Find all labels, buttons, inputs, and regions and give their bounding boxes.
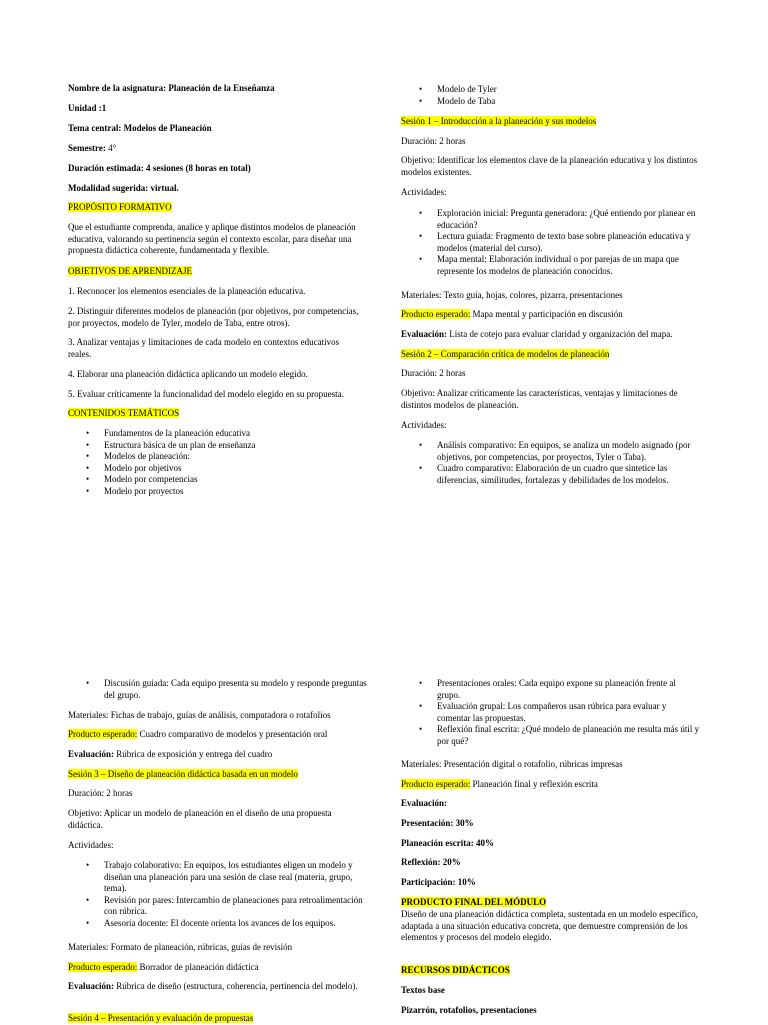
list-item: • Modelo por proyectos	[68, 486, 368, 498]
tema-label: Tema central:	[68, 123, 122, 133]
sesion4-heading-line	[68, 1013, 368, 1025]
sesion3-producto-label: Producto esperado:	[68, 962, 138, 972]
sesion4-producto-value: Planeación final y reflexión escrita	[472, 779, 598, 789]
list-item: • Modelo de Tyler	[401, 84, 701, 96]
modalidad-value: virtual.	[150, 183, 179, 193]
proposito-heading: PROPÓSITO FORMATIVO	[68, 202, 172, 212]
duracion-label: Duración estimada:	[68, 163, 144, 173]
list-item: • Exploración inicial: Pregunta generadora: ¿Qué entiendo por planear en educación?	[401, 208, 701, 231]
sesion1-evaluacion-value: Lista de cotejo para evaluar claridad y organización del mapa.	[449, 329, 673, 339]
list-item: • Análisis comparativo: En equipos, se analiza un modelo asignado (por objetivos, por competencias, por proyectos, Tyler o Taba).	[401, 440, 701, 463]
sesion1-heading: Sesión 1 – Introducción a la planeación y sus modelos	[401, 116, 597, 126]
recursos-item: Pizarrón, rotafolios, presentaciones	[401, 1005, 537, 1015]
sesion4-producto-line	[401, 779, 701, 791]
sesion2-duracion: Duración: 2 horas	[401, 368, 466, 378]
list-item: • Presentaciones orales: Cada equipo expone su planeación frente al grupo.	[401, 678, 701, 701]
list-item: • Cuadro comparativo: Elaboración de un cuadro que sintetice las diferencias, similitudes, fortalezas y debilidades de los modelos.	[401, 463, 701, 486]
list-item: • Modelo de Taba	[401, 96, 701, 108]
sesion2-evaluacion-value: Rúbrica de exposición y entrega del cuadro	[116, 749, 273, 759]
sesion2-producto-line	[68, 729, 368, 741]
objetivo-item: 4. Elaborar una planeación didáctica aplicando un modelo elegido.	[68, 369, 308, 379]
duracion-value: 4 sesiones (8 horas en total)	[146, 163, 251, 173]
sesion4-heading: Sesión 4 – Presentación y evaluación de propuestas	[68, 1013, 254, 1023]
list-item: • Evaluación grupal: Los compañeros usan rúbrica para evaluar y comentar las propuestas.	[401, 701, 701, 724]
sesion1-objetivo: Objetivo: Identificar los elementos clave de la planeación educativa y los distintos modelos existentes.	[401, 155, 698, 177]
objetivos-heading: OBJETIVOS DE APRENDIZAJE	[68, 266, 193, 276]
list-item: • Mapa mental: Elaboración individual o por parejas de un mapa que represente los modelos de planeación conocidos.	[401, 254, 701, 277]
list-item: • Discusión guiada: Cada equipo presenta su modelo y responde preguntas del grupo.	[68, 678, 368, 701]
sesion4-materiales: Materiales: Presentación digital o rotafolio, rúbricas impresas	[401, 759, 623, 769]
evaluacion-item: Planeación escrita: 40%	[401, 838, 494, 848]
sesion2-actividades-label: Actividades:	[401, 420, 447, 430]
sesion3-heading-line	[68, 769, 368, 781]
evaluacion-item: Presentación: 30%	[401, 818, 474, 828]
producto-final-heading: PRODUCTO FINAL DEL MÓDULO	[401, 897, 547, 907]
producto-final-text: Diseño de una planeación didáctica completa, sustentada en un modelo específico, adaptada a una situación educativa concreta, que demuestre comprensión de los elementos y procesos del modelo elegido.	[401, 909, 698, 942]
evaluacion-item: Participación: 10%	[401, 877, 476, 887]
objetivo-item: 3. Analizar ventajas y limitaciones de cada modelo en contextos educativos reales.	[68, 337, 340, 359]
sesion3-evaluacion-label: Evaluación:	[68, 981, 115, 991]
page2-left-column	[68, 0, 368, 1024]
list-item: • Trabajo colaborativo: En equipos, los estudiantes eligen un modelo y diseñan una planeación para una sesión de clase real (materia, grupo, tema).	[68, 860, 368, 895]
sesion2-actividades-cont-list	[68, 678, 368, 701]
contenidos-heading: CONTENIDOS TEMÁTICOS	[68, 408, 180, 418]
list-item: • Revisión por pares: Intercambio de planeaciones para retroalimentación con rúbrica.	[68, 895, 368, 918]
objetivo-item: 5. Evaluar críticamente la funcionalidad del modelo elegido en su propuesta.	[68, 389, 344, 399]
sesion4-actividades-cont-list	[401, 678, 701, 747]
sesion2-producto-value: Cuadro comparativo de modelos y presentación oral	[139, 729, 328, 739]
sesion2-producto-label: Producto esperado:	[68, 729, 138, 739]
sesion1-materiales: Materiales: Texto guía, hojas, colores, pizarra, presentaciones	[401, 290, 623, 300]
semestre-value: 4°	[108, 143, 117, 153]
page2-right-column	[401, 0, 701, 1024]
sesion1-evaluacion-label: Evaluación:	[401, 329, 448, 339]
list-item: • Estructura básica de un plan de enseñanza	[68, 440, 368, 452]
sesion2-evaluacion-line	[68, 749, 368, 761]
sesion3-evaluacion-line	[68, 981, 368, 993]
list-item: • Modelo por competencias	[68, 474, 368, 486]
sesion1-producto-value: Mapa mental y participación en discusión	[472, 309, 623, 319]
list-item: • Reflexión final escrita: ¿Qué modelo de planeación me resulta más útil y por qué?	[401, 724, 701, 747]
sesion3-producto-value: Borrador de planeación didáctica	[139, 962, 259, 972]
sesion2-objetivo: Objetivo: Analizar críticamente las características, ventajas y limitaciones de distintos modelos de planeación.	[401, 388, 678, 410]
objetivo-item: 1. Reconocer los elementos esenciales de la planeación educativa.	[68, 286, 306, 296]
recursos-heading-line	[401, 965, 701, 977]
sesion1-duracion: Duración: 2 horas	[401, 136, 466, 146]
evaluacion-heading: Evaluación:	[401, 798, 448, 808]
sesion3-objetivo: Objetivo: Aplicar un modelo de planeación en el diseño de una propuesta didáctica.	[68, 808, 332, 830]
sesion3-duracion: Duración: 2 horas	[68, 788, 133, 798]
unidad-line: Unidad :1	[68, 103, 107, 113]
tema-value: Modelos de Planeación	[123, 123, 212, 133]
sesion1-actividades-label: Actividades:	[401, 187, 447, 197]
sesion2-evaluacion-label: Evaluación:	[68, 749, 115, 759]
sesion3-actividades-list	[68, 860, 368, 929]
list-item: • Modelo por objetivos	[68, 463, 368, 475]
semestre-label: Semestre:	[68, 143, 106, 153]
evaluacion-item: Reflexión: 20%	[401, 857, 461, 867]
sesion4-producto-label: Producto esperado:	[401, 779, 471, 789]
asignatura-value: Planeación de la Enseñanza	[168, 83, 275, 93]
sesion3-materiales: Materiales: Formato de planeación, rúbricas, guías de revisión	[68, 942, 293, 952]
list-item: • Fundamentos de la planeación educativa	[68, 428, 368, 440]
sesion3-heading: Sesión 3 – Diseño de planeación didáctica basada en un modelo	[68, 769, 298, 779]
modalidad-label: Modalidad sugerida:	[68, 183, 149, 193]
sesion3-actividades-label: Actividades:	[68, 840, 114, 850]
list-item: • Lectura guiada: Fragmento de texto base sobre planeación educativa y modelos (material del curso).	[401, 231, 701, 254]
sesion3-producto-line	[68, 962, 368, 974]
sesion3-evaluacion-value: Rúbrica de diseño (estructura, coherencia, pertinencia del modelo).	[116, 981, 358, 991]
recursos-heading: RECURSOS DIDÁCTICOS	[401, 965, 510, 975]
list-item: • Asesoría docente: El docente orienta los avances de los equipos.	[68, 918, 368, 930]
asignatura-label: Nombre de la asignatura:	[68, 83, 167, 93]
producto-final-heading-line	[401, 897, 701, 909]
sesion1-producto-label: Producto esperado:	[401, 309, 471, 319]
recursos-item: Textos base	[401, 985, 445, 995]
list-item: • Modelos de planeación:	[68, 451, 368, 463]
objetivo-item: 2. Distinguir diferentes modelos de planeación (por objetivos, por competencias, por proyectos, modelo de Tyler, modelo de Taba, entre otros).	[68, 306, 359, 328]
proposito-text: Que el estudiante comprenda, analice y aplique distintos modelos de planeación educativa, valorando su pertinencia según el contexto escolar, para diseñar una propuesta didáctica coherente, fundamentada y flexible.	[68, 222, 356, 255]
sesion2-heading: Sesión 2 – Comparación crítica de modelos de planeación	[401, 349, 610, 359]
sesion2-materiales: Materiales: Fichas de trabajo, guías de análisis, computadora o rotafolios	[68, 710, 331, 720]
